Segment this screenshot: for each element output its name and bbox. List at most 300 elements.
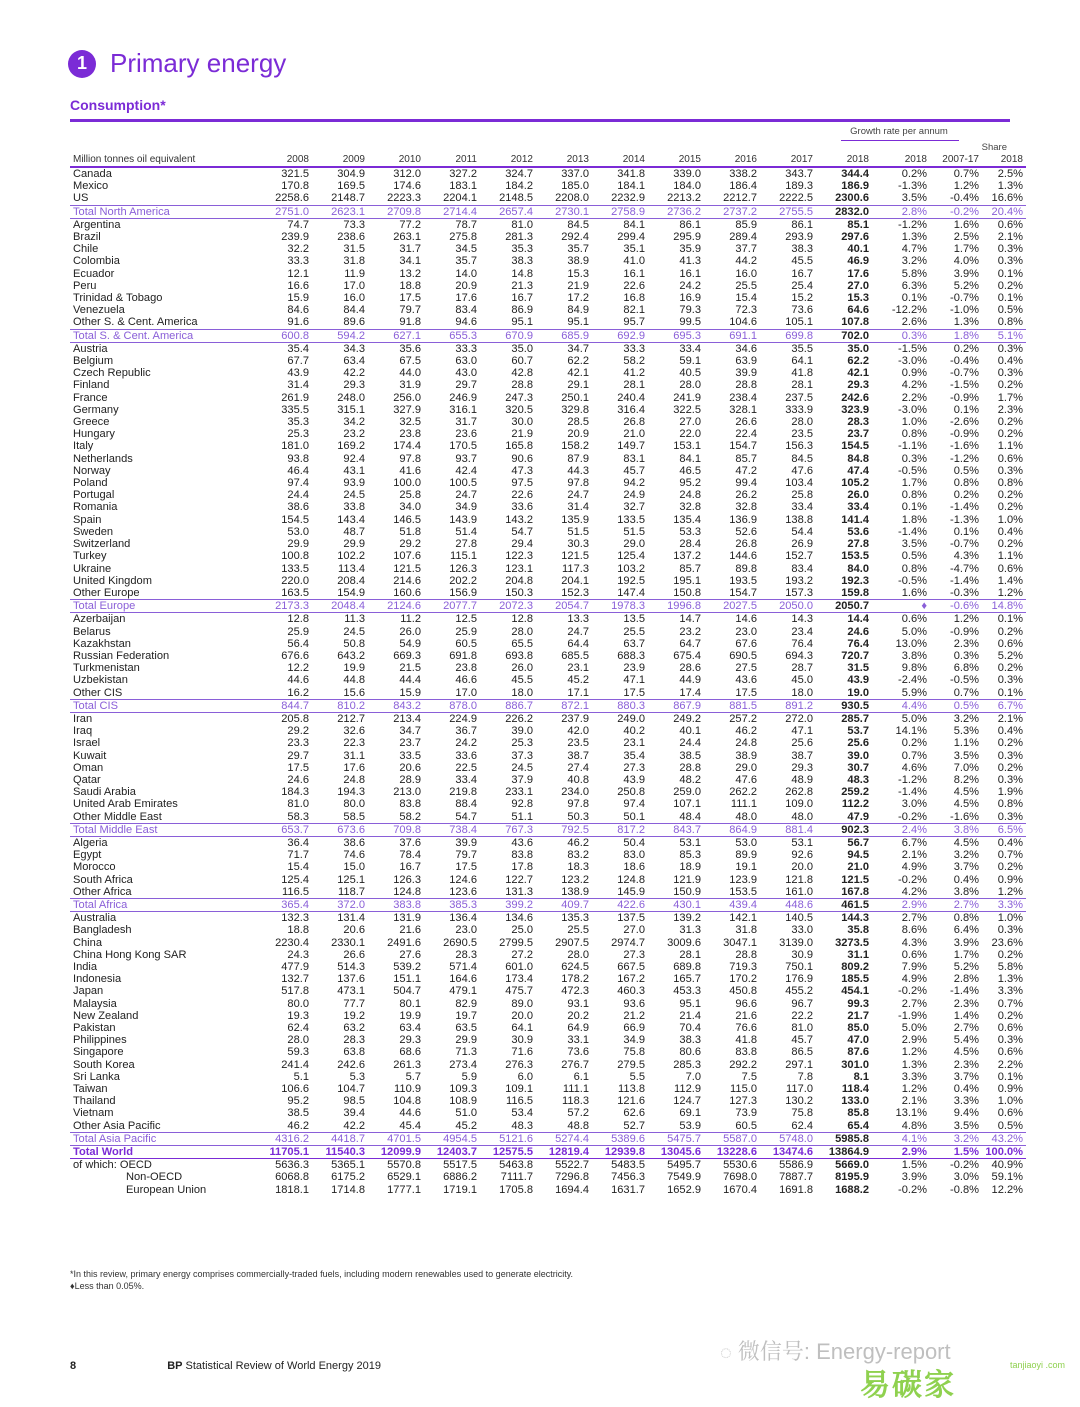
growth-cell: 4.5%: [953, 1046, 979, 1059]
value-cell: 22.6: [511, 489, 533, 502]
value-cell: 31.5: [847, 662, 869, 675]
value-cell: 41.2: [623, 367, 645, 380]
value-cell: 259.2: [841, 786, 869, 799]
value-cell: 299.4: [617, 231, 645, 244]
value-cell: 105.1: [785, 316, 813, 329]
value-cell: 84.0: [847, 562, 869, 575]
value-cell: 886.7: [480, 699, 536, 712]
table-row: [70, 292, 1026, 304]
value-cell: 24.8: [343, 773, 365, 786]
row-label: Canada: [73, 168, 112, 180]
table-row: [70, 392, 1026, 404]
share-cell: 0.2%: [997, 861, 1023, 874]
table-row: [70, 811, 1026, 824]
row-label: Vietnam: [73, 1107, 114, 1120]
footer-publication: Statistical Review of World Energy 2019: [185, 1360, 381, 1372]
value-cell: 262.8: [785, 786, 813, 799]
share-cell: 0.3%: [997, 342, 1023, 355]
row-label: Other Europe: [73, 586, 140, 599]
value-cell: 40.1: [679, 725, 701, 738]
value-cell: 11.9: [344, 267, 365, 280]
growth-cell: 0.2%: [901, 168, 927, 180]
value-cell: 42.2: [343, 367, 365, 380]
table-row: [70, 1184, 1026, 1196]
value-cell: 94.5: [847, 849, 869, 862]
value-cell: 25.6: [847, 737, 869, 750]
value-cell: 34.6: [735, 342, 757, 355]
growth-cell: 5.2%: [953, 279, 979, 292]
table-row: [70, 626, 1026, 638]
value-cell: 20.9: [455, 279, 477, 292]
value-cell: 58.2: [623, 355, 645, 368]
value-cell: 627.1: [368, 329, 424, 342]
growth-cell: 4.2%: [901, 379, 927, 392]
value-cell: 6529.1: [387, 1171, 421, 1184]
table-row: [70, 465, 1026, 477]
value-cell: 51.5: [567, 525, 589, 538]
value-cell: 399.2: [480, 898, 536, 911]
value-cell: 69.1: [679, 1107, 701, 1120]
value-cell: 144.3: [841, 912, 869, 925]
value-cell: 23.8: [399, 428, 421, 441]
value-cell: 439.4: [704, 898, 760, 911]
value-cell: 64.1: [791, 355, 813, 368]
value-cell: 48.8: [567, 1119, 589, 1132]
row-label: Total S. & Cent. America: [70, 329, 256, 342]
row-label: Pakistan: [73, 1022, 116, 1035]
value-cell: 2974.7: [611, 936, 645, 949]
value-cell: 676.6: [281, 649, 309, 662]
value-cell: 40.8: [567, 773, 589, 786]
value-cell: 25.6: [791, 737, 813, 750]
value-cell: 36.7: [455, 725, 477, 738]
growth-cell: 3.3%: [953, 1095, 979, 1108]
value-cell: 699.8: [760, 329, 816, 342]
share-cell: 0.2%: [997, 279, 1023, 292]
value-cell: 2204.1: [443, 192, 477, 205]
value-cell: 45.7: [623, 464, 645, 477]
value-cell: 41.8: [735, 1034, 757, 1047]
value-cell: 450.8: [729, 985, 757, 998]
table-row: [70, 1034, 1026, 1046]
value-cell: 89.6: [343, 316, 365, 329]
value-cell: 4701.5: [368, 1132, 424, 1145]
growth-cell: 4.9%: [901, 861, 927, 874]
value-cell: 32.7: [623, 501, 645, 514]
value-cell: 25.9: [455, 625, 477, 638]
value-cell: 2232.9: [611, 192, 645, 205]
value-cell: 2758.9: [592, 205, 648, 218]
value-cell: 1719.1: [443, 1183, 477, 1196]
value-cell: 184.2: [505, 180, 533, 193]
share-cell: 59.1%: [991, 1171, 1023, 1184]
table-row: [70, 912, 1026, 925]
growth-cell: -1.2%: [898, 773, 927, 786]
share-cell: 0.7%: [997, 849, 1023, 862]
value-cell: 17.5: [735, 686, 757, 699]
value-cell: 189.3: [785, 180, 813, 193]
growth-cell: 1.5%: [901, 1159, 927, 1172]
value-cell: 2148.7: [331, 192, 365, 205]
value-cell: 867.9: [648, 699, 704, 712]
value-cell: 58.5: [343, 810, 365, 823]
value-cell: 15.6: [343, 686, 365, 699]
share-cell: 1.1%: [997, 440, 1023, 453]
value-cell: 147.4: [617, 586, 645, 599]
growth-cell: 3.5%: [953, 1119, 979, 1132]
value-cell: 324.7: [505, 168, 533, 180]
share-cell: 0.2%: [997, 428, 1023, 441]
value-cell: 42.2: [343, 1119, 365, 1132]
value-cell: 79.7: [455, 849, 477, 862]
value-cell: 24.5: [511, 761, 533, 774]
value-cell: 28.8: [735, 379, 757, 392]
value-cell: 53.9: [679, 1119, 701, 1132]
value-cell: 316.4: [617, 403, 645, 416]
row-label: Norway: [73, 464, 111, 477]
value-cell: 24.8: [679, 489, 701, 502]
row-label: Belarus: [73, 625, 111, 638]
value-cell: 204.8: [505, 574, 533, 587]
value-cell: 84.6: [287, 304, 309, 317]
growth-cell: 3.5%: [953, 749, 979, 762]
growth-cell: 4.9%: [901, 973, 927, 986]
value-cell: 25.8: [791, 489, 813, 502]
share-cell: 0.2%: [997, 662, 1023, 675]
row-label: Other Africa: [73, 885, 132, 898]
table-row: [70, 786, 1026, 798]
share-cell: 0.3%: [997, 255, 1023, 268]
value-cell: 5517.5: [443, 1159, 477, 1172]
value-cell: 2072.3: [480, 600, 536, 613]
value-cell: 26.0: [511, 662, 533, 675]
value-cell: 141.4: [841, 513, 869, 526]
value-cell: 24.2: [679, 279, 701, 292]
value-cell: 2048.4: [312, 600, 368, 613]
value-cell: 213.0: [393, 786, 421, 799]
value-cell: 2907.5: [555, 936, 589, 949]
value-cell: 27.3: [623, 948, 645, 961]
value-cell: 17.6: [343, 761, 365, 774]
value-cell: 95.7: [623, 316, 645, 329]
value-cell: 473.1: [337, 985, 365, 998]
value-cell: 30.9: [791, 948, 813, 961]
value-cell: 23.9: [623, 662, 645, 675]
value-cell: 92.4: [343, 452, 365, 465]
value-cell: 133.5: [281, 562, 309, 575]
table-row: [70, 1059, 1026, 1071]
value-cell: 22.0: [679, 428, 701, 441]
table-row: [70, 367, 1026, 379]
value-cell: 31.5: [343, 243, 365, 256]
share-cell: 20.4%: [982, 205, 1026, 218]
value-cell: 53.0: [287, 525, 309, 538]
share-cell: 2.5%: [997, 168, 1023, 180]
value-cell: 146.5: [393, 513, 421, 526]
value-cell: 23.0: [455, 924, 477, 937]
value-cell: 5.5: [629, 1070, 645, 1083]
value-cell: 32.5: [399, 416, 421, 429]
value-cell: 238.4: [729, 391, 757, 404]
value-cell: 85.1: [847, 218, 869, 231]
value-cell: 111.1: [562, 1083, 589, 1096]
value-cell: 276.7: [561, 1058, 589, 1071]
row-label: Total Middle East: [70, 823, 256, 836]
value-cell: 17.0: [343, 279, 365, 292]
value-cell: 154.5: [281, 513, 309, 526]
value-cell: 28.0: [287, 1034, 309, 1047]
share-cell: 0.1%: [997, 292, 1023, 305]
row-label: New Zealand: [73, 1009, 139, 1022]
value-cell: 29.0: [623, 538, 645, 551]
value-cell: 67.5: [399, 355, 421, 368]
growth-cell: 1.1%: [953, 737, 979, 750]
share-cell: 1.4%: [997, 574, 1023, 587]
value-cell: 276.3: [505, 1058, 533, 1071]
value-cell: 250.8: [617, 786, 645, 799]
value-cell: 702.0: [816, 329, 872, 342]
value-cell: 5669.0: [835, 1159, 869, 1172]
share-cell: 0.8%: [997, 798, 1023, 811]
row-label: Portugal: [73, 489, 115, 502]
value-cell: 29.3: [343, 379, 365, 392]
value-cell: 16.1: [623, 267, 645, 280]
value-cell: 16.0: [343, 292, 365, 305]
growth-cell: 5.4%: [953, 1034, 979, 1047]
value-cell: 118.4: [841, 1083, 869, 1096]
value-cell: 20.6: [399, 761, 421, 774]
value-cell: 27.2: [511, 948, 533, 961]
share-cell: 14.8%: [982, 600, 1026, 613]
value-cell: 65.4: [847, 1119, 869, 1132]
value-cell: 47.1: [623, 674, 645, 687]
value-cell: 124.7: [673, 1095, 701, 1108]
value-cell: 47.0: [847, 1034, 869, 1047]
value-cell: 21.0: [623, 428, 645, 441]
growth-cell: 2.1%: [901, 1095, 927, 1108]
value-cell: 328.1: [729, 403, 757, 416]
growth-cell: 1.8%: [901, 513, 927, 526]
table-row: [70, 737, 1026, 749]
value-cell: 100.0: [393, 477, 421, 490]
value-cell: 27.8: [847, 538, 869, 551]
value-cell: 38.6: [343, 836, 365, 849]
value-cell: 28.1: [679, 948, 701, 961]
value-cell: 12575.5: [480, 1146, 536, 1159]
value-cell: 41.6: [399, 464, 421, 477]
value-cell: 46.6: [455, 674, 477, 687]
value-cell: 28.0: [791, 416, 813, 429]
value-cell: 297.6: [841, 231, 869, 244]
value-cell: 27.6: [399, 948, 421, 961]
value-cell: 97.4: [287, 477, 309, 490]
value-cell: 84.1: [679, 452, 701, 465]
value-cell: 22.2: [791, 1009, 813, 1022]
value-cell: 100.5: [449, 477, 477, 490]
value-cell: 89.8: [735, 562, 757, 575]
value-cell: 249.2: [673, 712, 701, 725]
row-label: US: [73, 192, 89, 205]
row-label: Switzerland: [73, 538, 131, 551]
growth-cell: 0.7%: [953, 168, 979, 180]
value-cell: 95.1: [567, 316, 589, 329]
value-cell: 594.2: [312, 329, 368, 342]
growth-cell: 4.4%: [872, 699, 930, 712]
value-cell: 25.5: [567, 924, 589, 937]
value-cell: 27.0: [679, 416, 701, 429]
value-cell: 46.4: [287, 464, 309, 477]
year-header: 2008: [256, 152, 312, 167]
value-cell: 15.9: [287, 292, 309, 305]
growth-cell: 5.9%: [901, 686, 927, 699]
value-cell: 66.9: [623, 1022, 645, 1035]
value-cell: 3009.6: [667, 936, 701, 949]
value-cell: 685.5: [561, 649, 589, 662]
value-cell: 460.3: [617, 985, 645, 998]
share-cell: 0.3%: [997, 674, 1023, 687]
growth-cell: -1.0%: [950, 304, 979, 317]
year-header: 2013: [536, 152, 592, 167]
value-cell: 29.3: [791, 761, 813, 774]
row-label: European Union: [126, 1183, 207, 1196]
value-cell: 233.1: [505, 786, 533, 799]
year-header: 2017: [760, 152, 816, 167]
value-cell: 28.8: [511, 379, 533, 392]
growth-cell: -1.2%: [898, 218, 927, 231]
table-body: [70, 167, 1026, 1196]
value-cell: 51.1: [511, 810, 533, 823]
value-cell: 185.5: [841, 973, 869, 986]
value-cell: 125.1: [337, 873, 365, 886]
value-cell: 78.7: [455, 218, 477, 231]
value-cell: 5121.6: [480, 1132, 536, 1145]
share-cell: 0.4%: [997, 355, 1023, 368]
value-cell: 99.3: [847, 997, 869, 1010]
value-cell: 39.0: [511, 725, 533, 738]
value-cell: 59.3: [287, 1046, 309, 1059]
growth-cell: -1.6%: [950, 440, 979, 453]
growth-cell: 2.7%: [901, 997, 927, 1010]
value-cell: 19.1: [735, 861, 757, 874]
value-cell: 108.9: [449, 1095, 477, 1108]
value-cell: 44.3: [567, 464, 589, 477]
value-cell: 23.0: [735, 625, 757, 638]
growth-cell: 2.3%: [953, 637, 979, 650]
growth-cell: 2.8%: [953, 973, 979, 986]
growth-cell: 0.5%: [930, 699, 982, 712]
row-label: Total CIS: [70, 699, 256, 712]
row-label: Azerbaijan: [73, 613, 126, 626]
value-cell: 135.4: [673, 513, 701, 526]
share-cell: 2.3%: [997, 403, 1023, 416]
row-label: of which: OECD: [73, 1159, 152, 1172]
value-cell: 71.3: [455, 1046, 477, 1059]
table-row: [70, 712, 1026, 725]
table-row: [70, 961, 1026, 973]
value-cell: 2223.3: [387, 192, 421, 205]
value-cell: 792.5: [536, 823, 592, 836]
value-cell: 1777.1: [387, 1183, 421, 1196]
growth-cell: ♦: [872, 600, 930, 613]
value-cell: 285.3: [673, 1058, 701, 1071]
value-cell: 57.2: [567, 1107, 589, 1120]
value-cell: 571.4: [449, 961, 477, 973]
value-cell: 54.7: [511, 525, 533, 538]
value-cell: 35.1: [623, 243, 645, 256]
row-label: South Africa: [73, 873, 133, 886]
value-cell: 24.5: [343, 489, 365, 502]
value-cell: 2330.1: [331, 936, 365, 949]
year-header: 2012: [480, 152, 536, 167]
value-cell: 3273.5: [835, 936, 869, 949]
section-number-badge: 1: [68, 50, 96, 78]
value-cell: 214.6: [393, 574, 421, 587]
table-row: [70, 379, 1026, 391]
growth-cell: 0.5%: [901, 550, 927, 563]
growth-cell: 1.4%: [953, 1009, 979, 1022]
value-cell: 343.7: [785, 168, 813, 180]
growth-cell: -2.6%: [950, 416, 979, 429]
table-row: [70, 231, 1026, 243]
value-cell: 691.1: [704, 329, 760, 342]
value-cell: 5748.0: [760, 1132, 816, 1145]
table-row: [70, 514, 1026, 526]
value-cell: 102.2: [337, 550, 365, 563]
table-row: [70, 453, 1026, 465]
growth-cell: -1.4%: [950, 574, 979, 587]
table-row: [70, 613, 1026, 626]
row-label: Australia: [73, 912, 117, 925]
value-cell: 12.8: [511, 613, 533, 626]
value-cell: 23.2: [679, 625, 701, 638]
table-row: [70, 489, 1026, 501]
value-cell: 338.2: [729, 168, 757, 180]
share-cell: 0.2%: [997, 948, 1023, 961]
total-row: [70, 600, 1026, 613]
value-cell: 5.1: [293, 1070, 309, 1083]
value-cell: 43.9: [287, 367, 309, 380]
value-cell: 84.9: [567, 304, 589, 317]
growth-cell: -0.2%: [898, 873, 927, 886]
row-label: Iraq: [73, 725, 93, 738]
growth-cell: -1.2%: [950, 452, 979, 465]
value-cell: 152.7: [785, 550, 813, 563]
value-cell: 185.0: [561, 180, 589, 193]
value-cell: 47.9: [847, 810, 869, 823]
growth-cell: 2.7%: [930, 898, 982, 911]
value-cell: 122.7: [505, 873, 533, 886]
value-cell: 31.8: [343, 255, 365, 268]
value-cell: 21.6: [399, 924, 421, 937]
value-cell: 17.0: [455, 686, 477, 699]
value-cell: 250.1: [561, 391, 589, 404]
value-cell: 44.6: [287, 674, 309, 687]
value-cell: 54.7: [455, 810, 477, 823]
share-cell: 1.2%: [997, 586, 1023, 599]
value-cell: 301.0: [841, 1058, 869, 1071]
value-cell: 238.6: [337, 231, 365, 244]
share-cell: 5.2%: [997, 649, 1023, 662]
value-cell: 28.8: [735, 948, 757, 961]
value-cell: 33.8: [343, 501, 365, 514]
value-cell: 19.9: [343, 662, 365, 675]
value-cell: 19.0: [847, 686, 869, 699]
value-cell: 28.7: [791, 662, 813, 675]
growth-cell: 4.0%: [953, 255, 979, 268]
value-cell: 93.6: [623, 997, 645, 1010]
value-cell: 134.6: [505, 912, 533, 925]
value-cell: 109.1: [505, 1083, 533, 1096]
